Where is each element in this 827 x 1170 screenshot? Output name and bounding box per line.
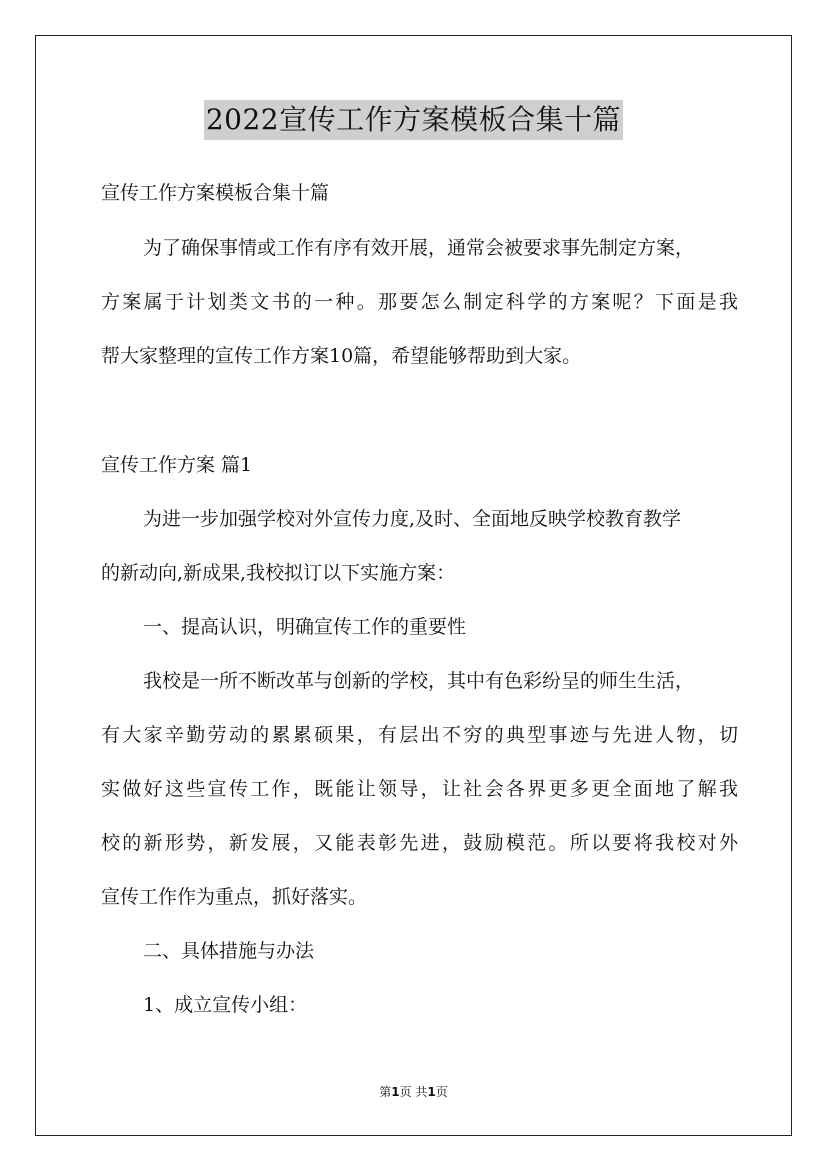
paragraph-line-4: 校的新形势，新发展，又能表彰先进，鼓励模范。所以要将我校对外	[101, 832, 738, 854]
document-subtitle: 宣传工作方案模板合集十篇	[101, 182, 330, 204]
paragraph-line-3: 实做好这些宣传工作，既能让领导，让社会各界更多更全面地了解我	[101, 778, 738, 800]
footer-page-total: 1	[427, 1085, 436, 1099]
document-title: 2022宣传工作方案模板合集十篇	[204, 100, 623, 140]
section1-line-1: 为进一步加强学校对外宣传力度,及时、全面地反映学校教育教学	[143, 508, 682, 530]
footer-suffix: 页	[435, 1085, 448, 1099]
paragraph-line-5: 宣传工作作为重点，抓好落实。	[101, 886, 368, 908]
intro-line-2: 方案属于计划类文书的一种。那要怎么制定科学的方案呢？下面是我	[101, 291, 738, 313]
section1-line-2: 的新动向,新成果,我校拟订以下实施方案：	[101, 562, 456, 584]
section-heading: 宣传工作方案 篇1	[101, 454, 253, 476]
title-container	[0, 100, 827, 140]
list-item-one: 1、成立宣传小组：	[143, 994, 308, 1016]
heading-two: 二、具体措施与办法	[143, 940, 315, 962]
paragraph-line-2: 有大家辛勤劳动的累累硕果，有层出不穷的典型事迹与先进人物，切	[101, 724, 738, 746]
footer-prefix: 第	[379, 1085, 392, 1099]
paragraph-line-1: 我校是一所不断改革与创新的学校，其中有色彩纷呈的师生生活，	[143, 670, 695, 692]
intro-line-1: 为了确保事情或工作有序有效开展，通常会被要求事先制定方案，	[143, 237, 695, 259]
page-footer	[0, 1083, 827, 1100]
footer-middle: 页 共	[399, 1085, 428, 1099]
intro-line-3: 帮大家整理的宣传工作方案10篇，希望能够帮助到大家。	[101, 345, 582, 367]
heading-one: 一、提高认识，明确宣传工作的重要性	[143, 616, 467, 638]
footer-page-number: 1	[391, 1085, 400, 1099]
